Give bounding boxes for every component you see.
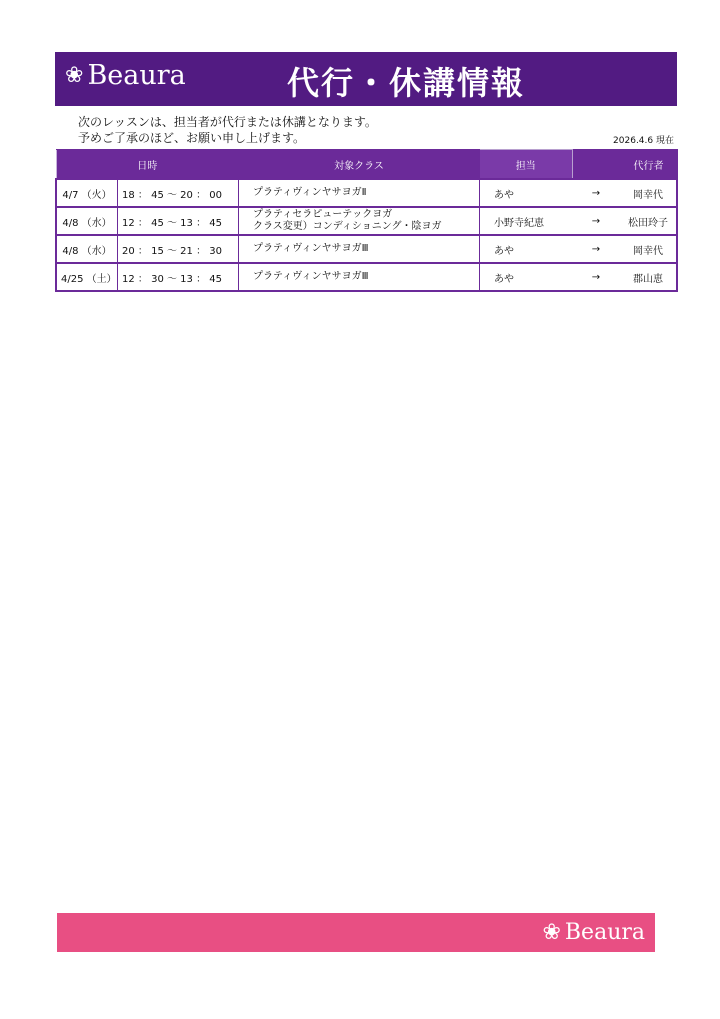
cell-date: 4/8 （水） xyxy=(56,235,118,263)
lotus-icon: ❀ xyxy=(542,920,561,945)
brand-logo xyxy=(65,60,186,91)
as-of-date: 2026.4.6 現在 xyxy=(613,136,674,146)
lotus-icon: ❀ xyxy=(65,63,84,88)
table-row xyxy=(56,235,677,263)
cell-arrow: → xyxy=(572,263,620,291)
table-row xyxy=(56,263,677,291)
table-header-row xyxy=(56,150,677,180)
cell-instructor: あや xyxy=(480,235,573,263)
header-arrow xyxy=(572,150,620,180)
cell-class: プラティヴィンヤサヨガⅢ xyxy=(239,235,480,263)
cell-time: 18 ： 45 ～ 20 ： 00 xyxy=(118,179,239,207)
cell-arrow: → xyxy=(572,235,620,263)
page-title: 代行・休講情報 xyxy=(287,64,526,102)
cell-class: プラティヴィンヤサヨガⅡ xyxy=(239,179,480,207)
cell-substitute: 岡幸代 xyxy=(620,179,677,207)
header-datetime: 日時 xyxy=(56,150,239,180)
cell-substitute: 松田玲子 xyxy=(620,207,677,235)
cell-class: プラティヴィンヤサヨガⅢ xyxy=(239,263,480,291)
cell-time: 12 ： 45 ～ 13 ： 45 xyxy=(118,207,239,235)
cell-substitute: 岡幸代 xyxy=(620,235,677,263)
cell-time: 12 ： 30 ～ 13 ： 45 xyxy=(118,263,239,291)
brand-name: Beaura xyxy=(87,60,186,91)
footer-brand-name: Beaura xyxy=(564,920,645,945)
footer-logo xyxy=(542,920,645,945)
table-row xyxy=(56,179,677,207)
notice-line-2: 予めご了承のほど、お願い申し上げます。 xyxy=(78,131,306,145)
notice-line-1: 次のレッスンは、担当者が代行または休講となります。 xyxy=(78,115,377,129)
table-row xyxy=(56,207,677,235)
cell-date: 4/7 （火） xyxy=(56,179,118,207)
header-banner xyxy=(55,52,677,106)
cell-arrow: → xyxy=(572,179,620,207)
cell-substitute: 郡山恵 xyxy=(620,263,677,291)
header-class: 対象クラス xyxy=(239,150,480,180)
header-instructor: 担当 xyxy=(480,150,573,180)
schedule-table xyxy=(55,149,678,292)
cell-date: 4/8 （水） xyxy=(56,207,118,235)
footer-bar xyxy=(57,913,655,952)
cell-date: 4/25 （土） xyxy=(56,263,118,291)
cell-instructor: あや xyxy=(480,179,573,207)
header-substitute: 代行者 xyxy=(620,150,677,180)
cell-arrow: → xyxy=(572,207,620,235)
cell-instructor: あや xyxy=(480,263,573,291)
cell-class: プラティセラピューテックヨガ クラス変更）コンディショニング・陰ヨガ xyxy=(239,207,480,235)
cell-instructor: 小野寺紀恵 xyxy=(480,207,573,235)
cell-time: 20 ： 15 ～ 21 ： 30 xyxy=(118,235,239,263)
